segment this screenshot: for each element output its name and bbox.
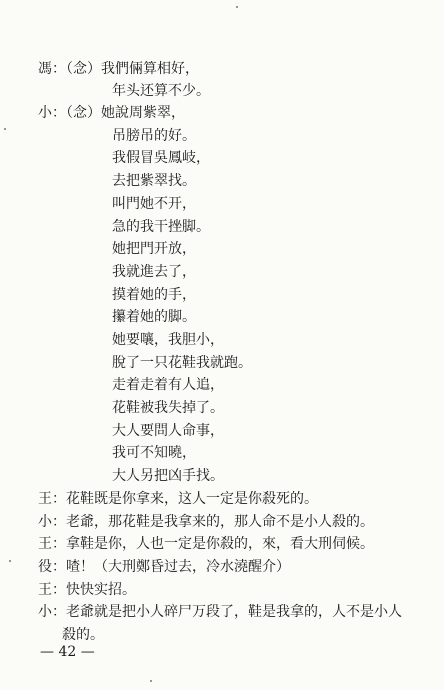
text-line: 她要嚷，我胆小，: [112, 332, 224, 348]
scan-speck: [9, 560, 11, 562]
scan-speck: [4, 128, 6, 130]
text-line: 王：花鞋既是你拿来，这人一定是你殺死的。: [38, 491, 318, 507]
text-line: 王：快快实招。: [38, 582, 136, 598]
text-line: 小：老爺，那花鞋是我拿来的，那人命不是小人殺的。: [38, 514, 374, 530]
text-line: 我可不知曉，: [112, 445, 196, 461]
text-line: 叫門她不开，: [112, 196, 196, 212]
text-line: 我就進去了，: [112, 264, 196, 280]
text-line: 吊膀吊的好。: [112, 128, 196, 144]
text-line: 馮：（念）我們倆算相好，: [38, 61, 199, 77]
text-line: 攥着她的脚。: [112, 309, 196, 325]
text-line: 我假冒吳鳳岐，: [112, 150, 210, 166]
text-line: 大人要問人命事，: [112, 423, 224, 439]
text-line: 役：喳！（大刑鄭昏过去，冷水澆醒介）: [38, 559, 290, 575]
text-line: 年头还算不少。: [112, 83, 210, 99]
text-line: 大人另把凶手找。: [112, 468, 224, 484]
text-line: 走着走着有人追，: [112, 377, 224, 393]
text-line: 花鞋被我失掉了。: [112, 400, 224, 416]
scan-speck: [236, 6, 238, 8]
text-line: 王：拿鞋是你，人也一定是你殺的，來，看大刑伺候。: [38, 536, 374, 552]
text-line: 殺的。: [62, 627, 104, 643]
text-line: 小：老爺就是把小人碎尸万段了，鞋是我拿的，人不是小人: [38, 604, 402, 620]
text-line: 摸着她的手，: [112, 287, 196, 303]
scan-speck: [150, 680, 152, 682]
text-line: 小：（念）她說周紫翠，: [38, 105, 185, 121]
text-line: 去把紫翠找。: [112, 173, 196, 189]
text-line: 急的我干挫脚。: [112, 219, 210, 235]
text-line: 脫了一只花鞋我就跑。: [112, 355, 252, 371]
page-number: — 42 —: [40, 644, 95, 660]
text-line: 她把門开放，: [112, 241, 196, 257]
